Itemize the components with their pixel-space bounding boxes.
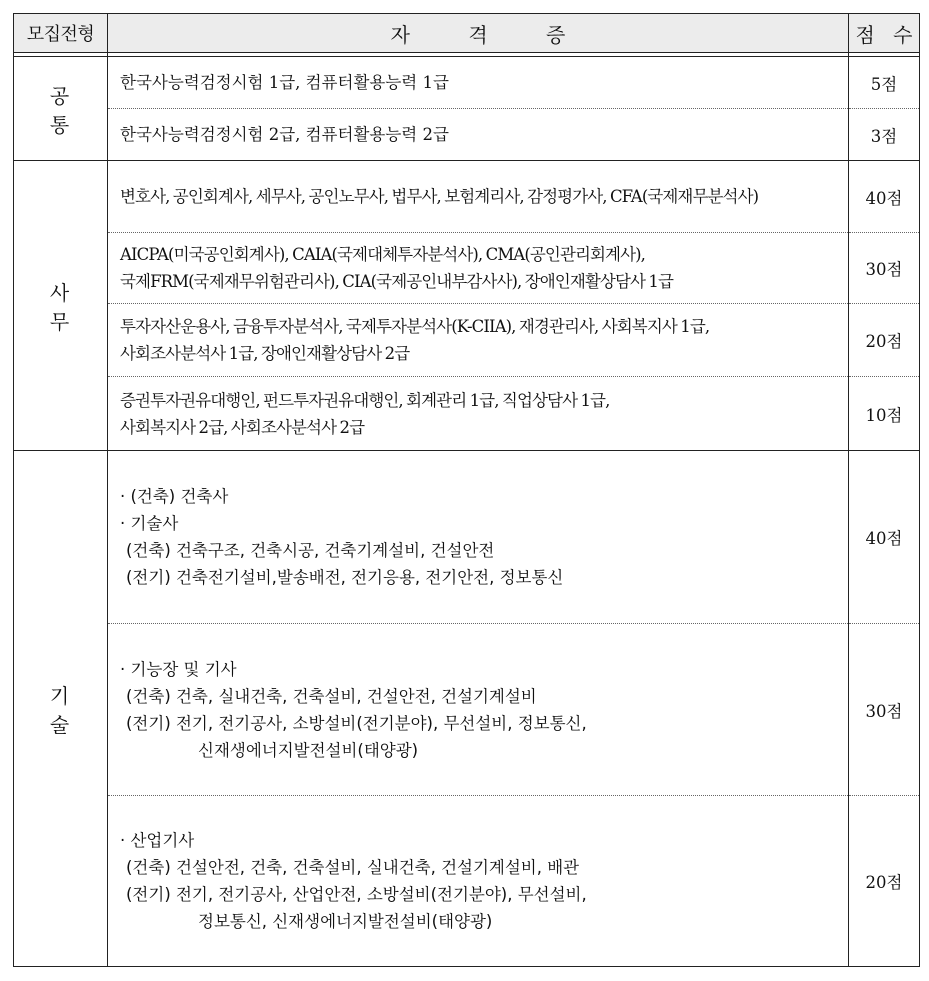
score-cell: 40점 — [849, 161, 920, 233]
table-row — [14, 233, 920, 304]
cert-line: · 산업기사 — [120, 831, 195, 850]
cert-line: 변호사, 공인회계사, 세무사, 공인노무사, 법무사, 보험계리사, 감정평가사, CFA(국제재무분석사) — [120, 187, 759, 206]
score-cell: 20점 — [849, 796, 920, 967]
cert-line: (전기) 건축전기설비,발송배전, 전기응용, 전기안전, 정보통신 — [126, 568, 564, 587]
score-cell: 3점 — [849, 109, 920, 161]
header-type: 모집전형 — [14, 14, 108, 53]
table-row — [14, 304, 920, 377]
group-common-label: 공 통 — [14, 57, 108, 161]
score-cell: 20점 — [849, 304, 920, 377]
cert-cell — [108, 377, 849, 451]
cert-cell — [108, 624, 849, 796]
table-row — [14, 624, 920, 796]
cert-line: (건축) 건축구조, 건축시공, 건축기계설비, 건설안전 — [126, 541, 495, 560]
cert-line: (건축) 건축, 실내건축, 건축설비, 건설안전, 건설기계설비 — [126, 686, 537, 706]
cert-line: (전기) 전기, 전기공사, 소방설비(전기분야), 무선설비, 정보통신, — [126, 713, 587, 733]
table-row — [14, 57, 920, 109]
cert-line: AICPA(미국공인회계사), CAIA(국제대체투자분석사), CMA(공인관리회계사), — [120, 245, 646, 264]
cert-line: 투자자산운용사, 금융투자분석사, 국제투자분석사(K-CIIA), 재경관리사, 사회복지사 1급, — [120, 317, 710, 336]
cert-cell — [108, 161, 849, 233]
score-cell: 10점 — [849, 377, 920, 451]
cert-cell — [108, 796, 849, 967]
cert-cell — [108, 451, 849, 624]
cert-line: (전기) 전기, 전기공사, 산업안전, 소방설비(전기분야), 무선설비, — [126, 885, 587, 904]
score-cell: 40점 — [849, 451, 920, 624]
certificate-score-table — [13, 13, 920, 967]
cert-line: 국제FRM(국제재무위험관리사), CIA(국제공인내부감사사), 장애인재활상담사 1급 — [120, 272, 674, 291]
cert-line: 사회조사분석사 1급, 장애인재활상담사 2급 — [120, 344, 410, 363]
cert-line: · 기술사 — [120, 514, 179, 533]
cert-line: (건축) 건설안전, 건축, 건축설비, 실내건축, 건설기계설비, 배관 — [126, 858, 580, 877]
group-office-label: 사 무 — [14, 161, 108, 451]
table-row — [14, 796, 920, 967]
cert-cell: 한국사능력검정시험 1급, 컴퓨터활용능력 1급 — [108, 57, 849, 109]
header-row — [14, 14, 920, 53]
cert-cell — [108, 304, 849, 377]
cert-line: 신재생에너지발전설비(태양광) — [198, 740, 419, 760]
table-row — [14, 109, 920, 161]
group-tech-label: 기 술 — [14, 451, 108, 967]
table-row — [14, 377, 920, 451]
table-row — [14, 451, 920, 624]
cert-line: · 기능장 및 기사 — [120, 659, 237, 679]
header-cert: 자 격 증 — [108, 14, 849, 53]
cert-line: 증권투자권유대행인, 펀드투자권유대행인, 회계관리 1급, 직업상담사 1급, — [120, 390, 610, 410]
cert-line: · (건축) 건축사 — [120, 487, 229, 506]
cert-line: 사회복지사 2급, 사회조사분석사 2급 — [120, 417, 365, 437]
header-score: 점 수 — [849, 14, 920, 53]
score-cell: 5점 — [849, 57, 920, 109]
cert-cell: 한국사능력검정시험 2급, 컴퓨터활용능력 2급 — [108, 109, 849, 161]
table-row — [14, 161, 920, 233]
score-cell: 30점 — [849, 624, 920, 796]
score-cell: 30점 — [849, 233, 920, 304]
cert-line: 정보통신, 신재생에너지발전설비(태양광) — [198, 912, 493, 931]
cert-cell — [108, 233, 849, 304]
